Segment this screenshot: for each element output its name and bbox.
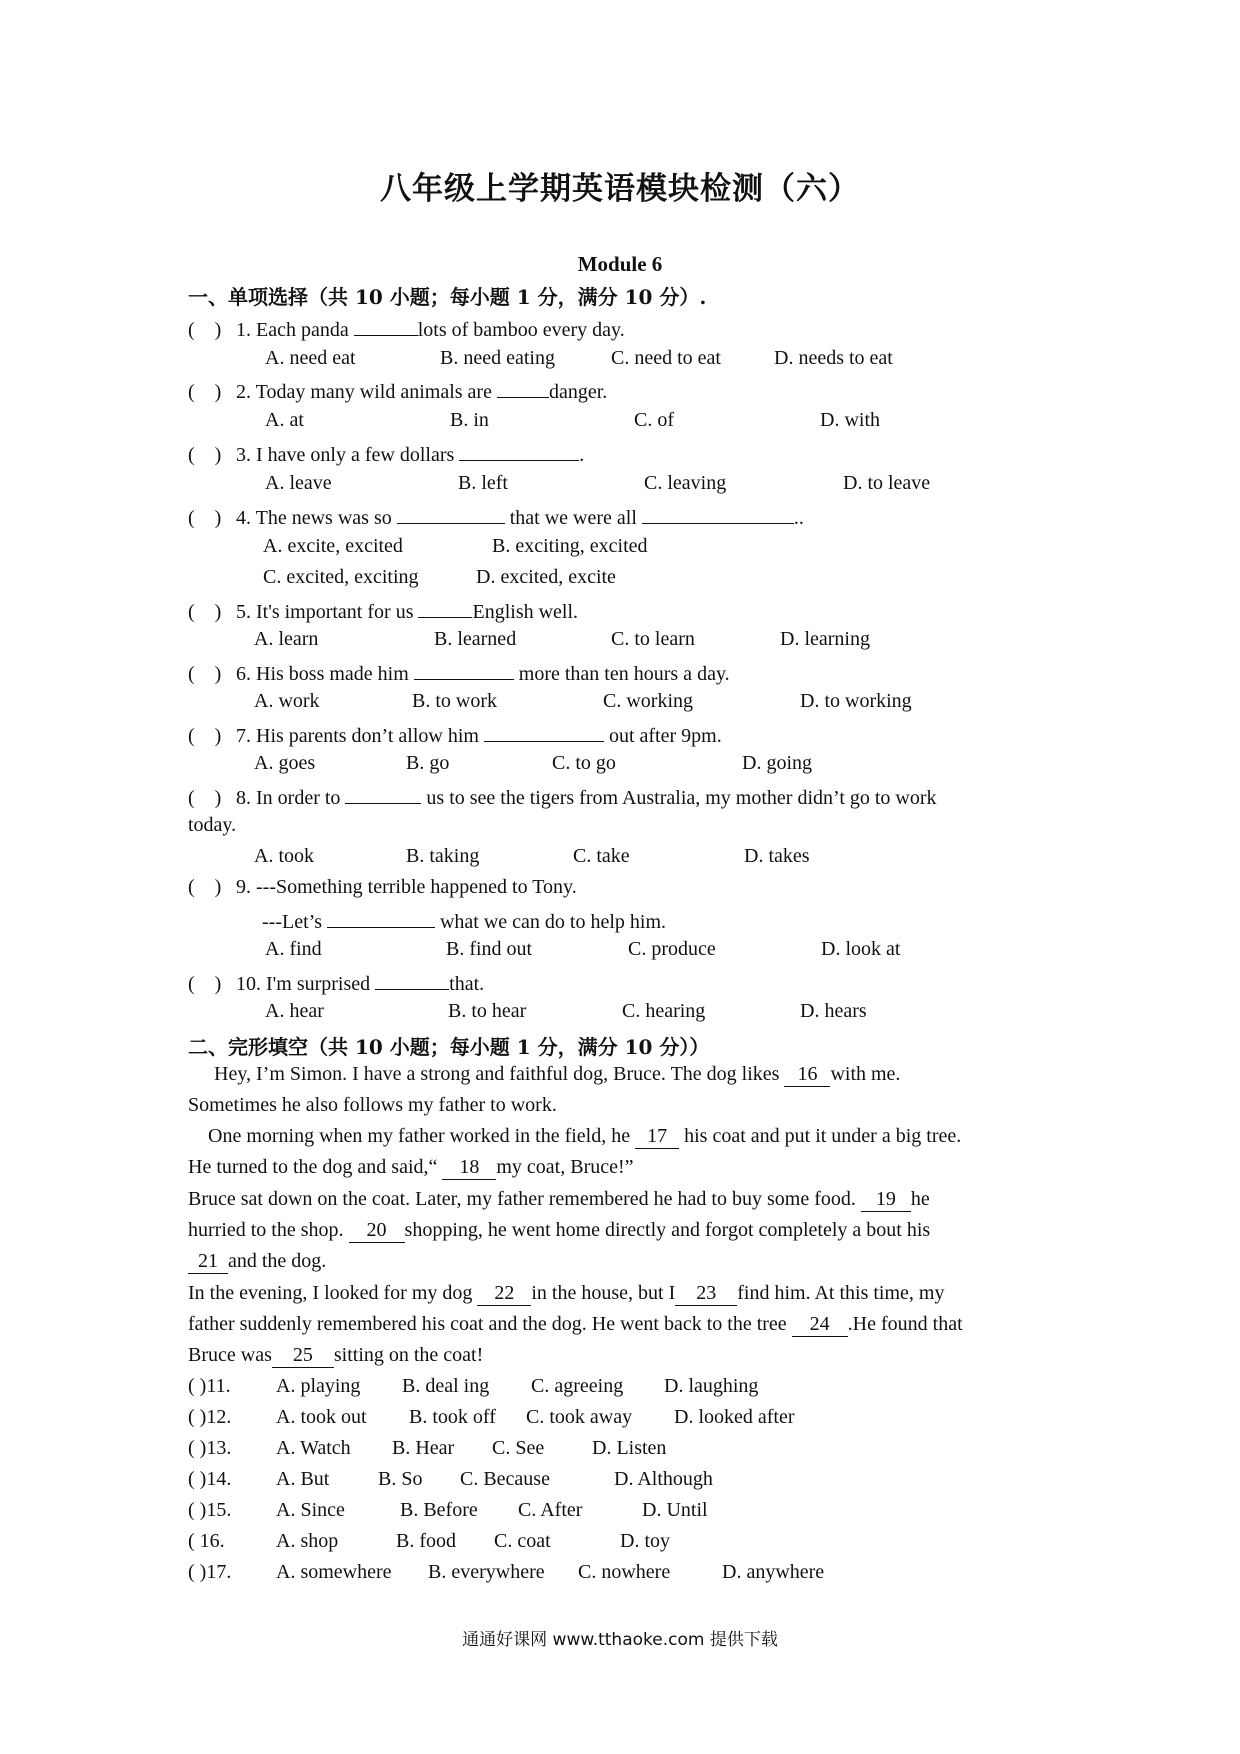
cloze-question-13: ( )13. (188, 1437, 232, 1459)
cloze-question-12: ( )12. (188, 1406, 232, 1428)
passage-line: In the evening, I looked for my dog 22 in the house, but I 23 find him. At this time, my (188, 1282, 945, 1304)
option-a: A. Watch (276, 1437, 351, 1459)
question-4: ( ) 4. The news was so that we were all .. (188, 503, 804, 530)
cloze-blank: 25 (272, 1344, 334, 1368)
option-a: A. need eat (265, 347, 356, 369)
option-a: A. work (254, 690, 320, 712)
option-d: D. to working (800, 690, 912, 712)
option-a: A. find (265, 938, 322, 960)
option-a: A. at (265, 409, 304, 431)
option-c: C. to go (552, 752, 616, 774)
question-5: ( ) 5. It's important for us English well. (188, 597, 578, 624)
cloze-question-15: ( )15. (188, 1499, 232, 1521)
question-8: ( ) 8. In order to us to see the tigers from Australia, my mother didn’t go to work (188, 783, 937, 810)
option-d: D. Although (614, 1468, 713, 1490)
answer-blank (327, 907, 435, 928)
section1-heading: 一、单项选择（共 10 小题；每小题 1 分，满分 10 分）. (188, 285, 707, 309)
option-b: B. find out (446, 938, 533, 960)
option-b: B. food (396, 1530, 456, 1552)
option-d: D. look at (821, 938, 901, 960)
option-a: A. Since (276, 1499, 345, 1521)
cloze-blank: 24 (792, 1313, 848, 1337)
answer-blank (354, 315, 418, 336)
option-b: B. to work (412, 690, 497, 712)
cloze-blank: 20 (349, 1219, 405, 1243)
question-7: ( ) 7. His parents don’t allow him out after 9pm. (188, 721, 722, 748)
option-b: B. Hear (392, 1437, 455, 1459)
option-b: B. So (378, 1468, 423, 1490)
option-c: C. coat (494, 1530, 551, 1552)
option-a: A. playing (276, 1375, 361, 1397)
option-b: B. learned (434, 628, 517, 650)
cloze-blank: 19 (861, 1188, 911, 1212)
question-6: ( ) 6. His boss made him more than ten hours a day. (188, 659, 730, 686)
option-c: C. need to eat (611, 347, 721, 369)
passage-line: father suddenly remembered his coat and the dog. He went back to the tree 24 .He found that (188, 1313, 963, 1335)
option-c: C. produce (628, 938, 716, 960)
option-d: D. toy (620, 1530, 670, 1552)
option-c: C. nowhere (578, 1561, 671, 1583)
option-b: B. to hear (448, 1000, 527, 1022)
question-1: ( ) 1. Each panda lots of bamboo every day. (188, 315, 625, 342)
cloze-blank: 17 (635, 1125, 679, 1149)
answer-blank (375, 969, 449, 990)
option-d: D. with (820, 409, 880, 431)
footer-credit: 通通好课网 www.tthaoke.com 提供下载 (462, 1630, 778, 1650)
option-a: A. shop (276, 1530, 339, 1552)
answer-blank (642, 503, 794, 524)
option-c: C. took away (526, 1406, 633, 1428)
cloze-blank: 18 (442, 1156, 496, 1180)
section2-heading: 二、完形填空（共 10 小题；每小题 1 分，满分 10 分）） (188, 1035, 710, 1059)
option-b: B. deal ing (402, 1375, 490, 1397)
option-d: D. hears (800, 1000, 867, 1022)
answer-blank (484, 721, 604, 742)
passage-line: He turned to the dog and said,“ 18 my coat, Bruce!” (188, 1156, 634, 1178)
option-c: C. to learn (611, 628, 695, 650)
option-d: D. excited, excite (476, 566, 616, 588)
option-c: C. Because (460, 1468, 550, 1490)
page-title: 八年级上学期英语模块检测（六） (380, 171, 860, 207)
cloze-question-16: ( 16. (188, 1530, 225, 1552)
option-c: C. working (603, 690, 693, 712)
cloze-question-14: ( )14. (188, 1468, 232, 1490)
answer-blank (459, 440, 579, 461)
option-d: D. to leave (843, 472, 931, 494)
option-d: D. takes (744, 845, 810, 867)
option-a: A. But (276, 1468, 330, 1490)
option-b: B. go (406, 752, 450, 774)
passage-line: hurried to the shop. 20 shopping, he went home directly and forgot completely a bout his (188, 1219, 931, 1241)
option-b: B. Before (400, 1499, 478, 1521)
option-c: C. excited, exciting (263, 566, 419, 588)
cloze-blank: 21 (188, 1250, 228, 1274)
option-a: A. leave (265, 472, 332, 494)
question-10: ( ) 10. I'm surprised that. (188, 969, 484, 996)
passage-line: Hey, I’m Simon. I have a strong and faithful dog, Bruce. The dog likes 16 with me. (214, 1063, 901, 1085)
option-d: D. Listen (592, 1437, 667, 1459)
cloze-question-17: ( )17. (188, 1561, 232, 1583)
answer-blank (497, 377, 549, 398)
option-a: A. somewhere (276, 1561, 392, 1583)
option-a: A. goes (254, 752, 316, 774)
option-a: A. excite, excited (263, 535, 403, 557)
option-b: B. everywhere (428, 1561, 545, 1583)
option-c: C. leaving (644, 472, 727, 494)
option-d: D. going (742, 752, 812, 774)
module-title: Module 6 (577, 252, 663, 276)
option-c: C. See (492, 1437, 545, 1459)
option-d: D. needs to eat (774, 347, 893, 369)
option-d: D. laughing (664, 1375, 759, 1397)
option-d: D. looked after (674, 1406, 795, 1428)
option-c: C. of (634, 409, 674, 431)
cloze-blank: 22 (477, 1282, 531, 1306)
option-b: B. left (458, 472, 508, 494)
option-c: C. take (573, 845, 630, 867)
question-3: ( ) 3. I have only a few dollars . (188, 440, 584, 467)
option-b: B. in (450, 409, 489, 431)
option-a: A. took (254, 845, 314, 867)
question-9: ( ) 9. ---Something terrible happened to Tony. (188, 876, 577, 898)
option-d: D. anywhere (722, 1561, 825, 1583)
option-c: C. hearing (622, 1000, 706, 1022)
option-d: D. Until (642, 1499, 708, 1521)
passage-line: Bruce sat down on the coat. Later, my father remembered he had to buy some food. 19 he (188, 1188, 930, 1210)
answer-blank (414, 659, 514, 680)
cloze-blank: 23 (675, 1282, 737, 1306)
cloze-blank: 16 (784, 1063, 830, 1087)
option-b: B. exciting, excited (492, 535, 648, 557)
passage-line: Bruce was 25 sitting on the coat! (188, 1344, 484, 1366)
option-a: A. learn (254, 628, 319, 650)
passage-line: One morning when my father worked in the field, he 17 his coat and put it under a big tree. (208, 1125, 962, 1147)
question-8-continued: today. (188, 814, 237, 836)
option-c: C. After (518, 1499, 583, 1521)
answer-blank (418, 597, 472, 618)
option-d: D. learning (780, 628, 870, 650)
option-b: B. took off (409, 1406, 496, 1428)
option-b: B. need eating (440, 347, 555, 369)
option-c: C. agreeing (531, 1375, 624, 1397)
option-a: A. hear (265, 1000, 324, 1022)
answer-blank (345, 783, 421, 804)
question-9-line2: ---Let’s what we can do to help him. (262, 907, 666, 934)
question-2: ( ) 2. Today many wild animals are danger. (188, 377, 607, 404)
passage-line: 21 and the dog. (188, 1250, 326, 1274)
passage-line: Sometimes he also follows my father to work. (188, 1094, 557, 1116)
cloze-question-11: ( )11. (188, 1375, 231, 1397)
option-b: B. taking (406, 845, 480, 867)
option-a: A. took out (276, 1406, 367, 1428)
answer-blank (397, 503, 505, 524)
